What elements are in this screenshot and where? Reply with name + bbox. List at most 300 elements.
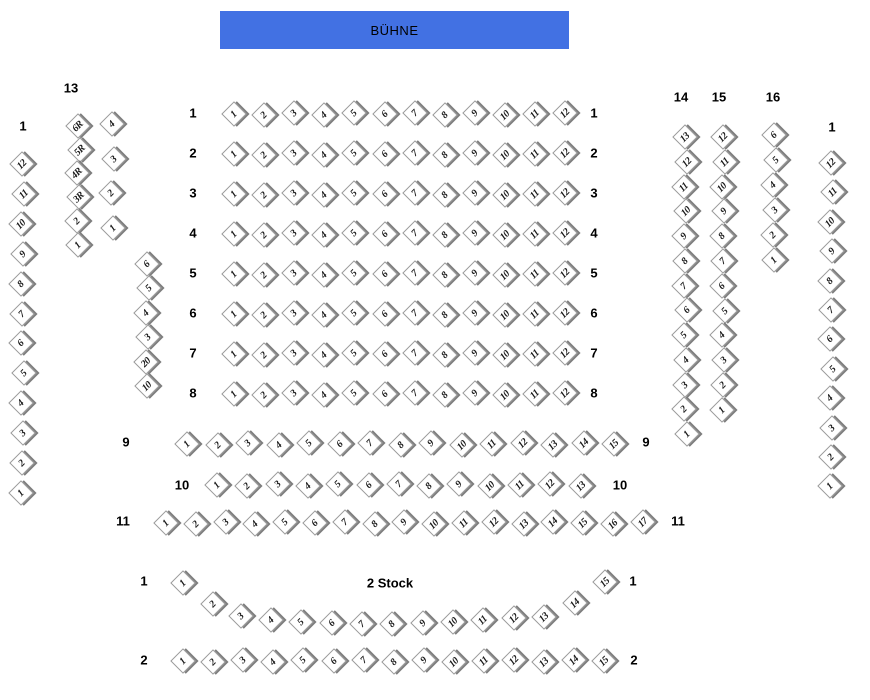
seat-number: 7 [409, 187, 421, 199]
seat-10[interactable] [8, 211, 33, 236]
seat-number: 4 [824, 392, 836, 404]
seat-10[interactable] [817, 209, 842, 234]
row-label: 7 [590, 345, 598, 361]
seat-1[interactable] [170, 648, 195, 673]
seat-12[interactable] [538, 471, 563, 496]
seat-number: 13 [545, 437, 561, 452]
seat-2[interactable] [98, 181, 123, 206]
seat-14[interactable] [541, 510, 566, 535]
seat-number: 10 [497, 267, 512, 282]
seat-9[interactable] [418, 431, 443, 456]
seat-8[interactable] [379, 611, 404, 636]
seat-16[interactable] [600, 511, 625, 536]
seat-4[interactable] [817, 385, 842, 410]
seat-1[interactable] [170, 570, 195, 595]
seat-9[interactable] [411, 648, 436, 673]
seat-3[interactable] [230, 647, 255, 672]
seat-7[interactable] [402, 220, 427, 245]
seat-2[interactable] [251, 142, 276, 167]
seat-6[interactable] [674, 298, 699, 323]
seat-5[interactable] [136, 276, 161, 301]
seat-number: 1 [228, 108, 240, 120]
seat-12[interactable] [818, 150, 843, 175]
seat-4[interactable] [261, 649, 286, 674]
seat-7[interactable] [402, 340, 427, 365]
seat-number: 1 [211, 479, 223, 491]
seat-9[interactable] [392, 510, 417, 535]
seat-number: 10 [427, 516, 442, 531]
seat-3R[interactable] [66, 184, 91, 209]
seat-4[interactable] [312, 222, 337, 247]
seat-5[interactable] [342, 261, 367, 286]
seat-6[interactable] [709, 273, 734, 298]
seat-number: 4 [273, 439, 284, 451]
seat-3[interactable] [281, 220, 306, 245]
seat-3[interactable] [281, 180, 306, 205]
seat-8[interactable] [362, 511, 387, 536]
seat-4[interactable] [243, 511, 268, 536]
seat-5[interactable] [325, 472, 350, 497]
seat-2[interactable] [251, 102, 276, 127]
seat-4[interactable] [760, 172, 785, 197]
seat-8[interactable] [432, 302, 457, 327]
seat-10[interactable] [709, 174, 734, 199]
seat-8[interactable] [672, 248, 697, 273]
seat-4[interactable] [99, 111, 124, 136]
seat-11[interactable] [479, 431, 504, 456]
seat-7[interactable] [349, 611, 374, 636]
seat-5[interactable] [296, 431, 321, 456]
seat-4[interactable] [258, 607, 283, 632]
seat-12[interactable] [552, 300, 577, 325]
seat-14[interactable] [562, 590, 587, 615]
seat-number: 8 [439, 309, 451, 321]
seat-number: 5 [348, 187, 360, 199]
seat-1[interactable] [221, 101, 246, 126]
seat-number: 3 [769, 204, 781, 216]
seat-9[interactable] [711, 199, 736, 224]
seat-number: 12 [558, 106, 573, 121]
seat-6[interactable] [817, 327, 842, 352]
seat-number: 14 [576, 436, 591, 451]
seat-8[interactable] [432, 142, 457, 167]
seat-8[interactable] [432, 102, 457, 127]
seat-13[interactable] [511, 511, 536, 536]
seat-6[interactable] [8, 331, 33, 356]
seat-13[interactable] [540, 432, 565, 457]
seat-1[interactable] [221, 301, 246, 326]
seat-14[interactable] [571, 431, 596, 456]
seat-3[interactable] [228, 603, 253, 628]
seat-9[interactable] [462, 101, 487, 126]
seat-1[interactable] [65, 232, 90, 257]
seat-1[interactable] [153, 510, 178, 535]
seat-6[interactable] [302, 510, 327, 535]
seat-11[interactable] [820, 180, 845, 205]
seat-number: 5 [678, 329, 690, 341]
seat-2[interactable] [251, 262, 276, 287]
seat-11[interactable] [507, 472, 532, 497]
seat-10[interactable] [440, 609, 465, 634]
seat-11[interactable] [470, 607, 495, 632]
seat-3[interactable] [135, 324, 160, 349]
seat-9[interactable] [462, 221, 487, 246]
seat-12[interactable] [552, 340, 577, 365]
seat-number: 15 [576, 515, 591, 531]
seat-number: 7 [678, 280, 689, 291]
seat-5[interactable] [291, 648, 316, 673]
seat-10[interactable] [492, 182, 517, 207]
seat-4[interactable] [312, 102, 337, 127]
seat-11[interactable] [522, 381, 547, 406]
seat-12[interactable] [481, 509, 506, 534]
seat-4R[interactable] [64, 161, 89, 186]
seat-5[interactable] [342, 381, 367, 406]
seat-1[interactable] [8, 480, 33, 505]
seat-number: 5 [348, 107, 360, 119]
seat-7[interactable] [671, 273, 696, 298]
seat-number: 7 [356, 618, 368, 630]
seat-8[interactable] [709, 223, 734, 248]
seat-1[interactable] [204, 472, 229, 497]
seat-5[interactable] [342, 181, 367, 206]
seat-9[interactable] [462, 381, 487, 406]
seat-number: 6 [379, 148, 390, 160]
seat-number: 7 [364, 437, 376, 449]
seat-14[interactable] [562, 648, 587, 673]
seat-5[interactable] [342, 301, 367, 326]
seat-1[interactable] [817, 474, 842, 499]
seat-7[interactable] [818, 297, 843, 322]
seat-1[interactable] [100, 215, 125, 240]
seat-6[interactable] [372, 141, 397, 166]
seat-11[interactable] [522, 221, 547, 246]
seat-11[interactable] [671, 174, 696, 199]
seat-1[interactable] [174, 431, 199, 456]
seat-7[interactable] [357, 430, 382, 455]
seat-6[interactable] [356, 472, 381, 497]
seat-1[interactable] [221, 341, 246, 366]
seat-4[interactable] [312, 182, 337, 207]
seat-number: 6 [681, 304, 692, 316]
seat-10[interactable] [673, 199, 698, 224]
seat-1[interactable] [674, 421, 699, 446]
row-label: 9 [642, 434, 650, 450]
seat-11[interactable] [522, 101, 547, 126]
seat-number: 12 [543, 477, 558, 492]
seat-number: 10 [497, 187, 512, 202]
seat-10[interactable] [492, 342, 517, 367]
seat-8[interactable] [432, 182, 457, 207]
seat-11[interactable] [471, 648, 496, 673]
seat-9[interactable] [671, 223, 696, 248]
seat-number: 3 [237, 654, 249, 666]
seat-5[interactable] [671, 322, 696, 347]
seat-number: 9 [398, 516, 410, 528]
seat-number: 12 [515, 436, 530, 451]
seat-3[interactable] [213, 509, 238, 534]
seat-2[interactable] [818, 444, 843, 469]
seat-3[interactable] [265, 471, 290, 496]
seat-4[interactable] [673, 347, 698, 372]
seat-5[interactable] [763, 147, 788, 172]
seat-8[interactable] [416, 473, 441, 498]
seat-3[interactable] [281, 300, 306, 325]
seat-number: 6 [15, 337, 26, 349]
seat-15[interactable] [592, 648, 617, 673]
seat-13[interactable] [672, 124, 697, 149]
seat-12[interactable] [552, 100, 577, 125]
seat-15[interactable] [570, 510, 595, 535]
seat-11[interactable] [522, 181, 547, 206]
seat-6[interactable] [372, 221, 397, 246]
row-label: 8 [590, 385, 598, 401]
seat-2[interactable] [710, 372, 735, 397]
seat-3[interactable] [711, 347, 736, 372]
seat-3[interactable] [672, 372, 697, 397]
seat-6[interactable] [372, 101, 397, 126]
seat-10[interactable] [492, 302, 517, 327]
seat-12[interactable] [552, 380, 577, 405]
seat-8[interactable] [8, 271, 33, 296]
seat-11[interactable] [522, 261, 547, 286]
seat-9[interactable] [462, 141, 487, 166]
seat-number: 5 [279, 516, 291, 528]
seat-9[interactable] [462, 341, 487, 366]
seat-1[interactable] [761, 247, 786, 272]
seat-number: 3 [17, 427, 29, 439]
seat-6[interactable] [372, 341, 397, 366]
seat-number: 5 [297, 654, 309, 666]
seat-7[interactable] [402, 380, 427, 405]
seat-2[interactable] [251, 302, 276, 327]
seat-number: 8 [439, 349, 451, 361]
seat-8[interactable] [432, 382, 457, 407]
seat-12[interactable] [710, 124, 735, 149]
seat-6[interactable] [372, 181, 397, 206]
seat-number: 10 [497, 387, 512, 402]
seat-6[interactable] [761, 122, 786, 147]
row-label: 2 [189, 145, 197, 161]
seat-12[interactable] [510, 430, 535, 455]
seat-4[interactable] [709, 323, 734, 348]
seat-number: 4 [302, 480, 314, 492]
seat-9[interactable] [410, 610, 435, 635]
seat-number: 6 [379, 308, 390, 320]
seat-2[interactable] [760, 222, 785, 247]
seat-2[interactable] [205, 432, 230, 457]
seat-number: 6 [379, 228, 390, 240]
seat-12[interactable] [552, 180, 577, 205]
seat-8[interactable] [432, 262, 457, 287]
seat-1[interactable] [221, 221, 246, 246]
seat-4[interactable] [266, 432, 291, 457]
seat-4[interactable] [8, 390, 33, 415]
seat-5[interactable] [342, 341, 367, 366]
seat-number: 11 [528, 187, 542, 201]
seat-5[interactable] [820, 356, 845, 381]
seat-11[interactable] [522, 301, 547, 326]
seat-9[interactable] [462, 261, 487, 286]
seat-4[interactable] [312, 302, 337, 327]
seat-2[interactable] [251, 382, 276, 407]
seat-number: 13 [573, 478, 588, 493]
seat-10[interactable] [492, 262, 517, 287]
seat-number: 6 [379, 108, 390, 120]
seat-10[interactable] [492, 222, 517, 247]
seat-17[interactable] [630, 510, 655, 535]
seat-10[interactable] [449, 432, 474, 457]
seat-8[interactable] [432, 222, 457, 247]
seat-7[interactable] [386, 471, 411, 496]
seat-1[interactable] [221, 141, 246, 166]
seat-9[interactable] [462, 301, 487, 326]
seat-15[interactable] [601, 431, 626, 456]
seat-7[interactable] [332, 509, 357, 534]
seat-8[interactable] [432, 342, 457, 367]
seat-11[interactable] [522, 141, 547, 166]
seat-3[interactable] [281, 100, 306, 125]
seat-1[interactable] [221, 261, 246, 286]
seat-13[interactable] [531, 649, 556, 674]
seat-number: 9 [469, 307, 481, 319]
seat-number: 10 [714, 179, 729, 194]
seat-number: 3 [272, 478, 284, 490]
seat-7[interactable] [402, 300, 427, 325]
seat-10[interactable] [421, 511, 446, 536]
seat-11[interactable] [11, 181, 36, 206]
seat-number: 10 [139, 378, 155, 394]
seat-3[interactable] [281, 140, 306, 165]
seat-6[interactable] [321, 648, 346, 673]
seat-8[interactable] [817, 268, 842, 293]
seat-2[interactable] [9, 450, 34, 475]
seat-8[interactable] [381, 649, 406, 674]
seat-2[interactable] [200, 591, 225, 616]
seat-2[interactable] [64, 208, 89, 233]
seat-9[interactable] [462, 181, 487, 206]
seat-4[interactable] [312, 262, 337, 287]
seat-13[interactable] [531, 604, 556, 629]
seat-10[interactable] [492, 142, 517, 167]
seat-number: 6 [379, 268, 390, 280]
seat-7[interactable] [351, 647, 376, 672]
seat-number: 10 [497, 227, 512, 242]
seat-8[interactable] [388, 432, 413, 457]
seat-3[interactable] [819, 415, 844, 440]
seat-1[interactable] [221, 381, 246, 406]
seat-number: 8 [439, 149, 451, 161]
seat-5[interactable] [288, 609, 313, 634]
seat-12[interactable] [674, 149, 699, 174]
seat-9[interactable] [10, 241, 35, 266]
seat-20[interactable] [133, 349, 158, 374]
seat-10[interactable] [441, 649, 466, 674]
seat-5[interactable] [272, 510, 297, 535]
seat-2[interactable] [671, 397, 696, 422]
seat-12[interactable] [552, 220, 577, 245]
seat-3[interactable] [281, 380, 306, 405]
seat-3[interactable] [281, 340, 306, 365]
seat-2[interactable] [251, 222, 276, 247]
seat-15[interactable] [592, 569, 617, 594]
seat-6[interactable] [372, 301, 397, 326]
seat-4[interactable] [312, 342, 337, 367]
seat-number: 5 [770, 154, 781, 166]
seat-6[interactable] [319, 610, 344, 635]
seat-9[interactable] [447, 472, 472, 497]
seat-3[interactable] [762, 197, 787, 222]
seat-12[interactable] [501, 605, 526, 630]
seat-10[interactable] [477, 473, 502, 498]
seat-number: 2 [241, 480, 253, 492]
seat-number: 4 [318, 349, 330, 361]
seat-10[interactable] [134, 373, 159, 398]
seat-5[interactable] [342, 221, 367, 246]
seat-4[interactable] [312, 382, 337, 407]
seat-number: 14 [567, 653, 582, 668]
seat-3[interactable] [235, 430, 260, 455]
seat-number: 12 [558, 186, 573, 201]
seat-12[interactable] [552, 260, 577, 285]
seat-11[interactable] [451, 510, 476, 535]
seat-7[interactable] [402, 140, 427, 165]
seat-7[interactable] [402, 100, 427, 125]
seat-3[interactable] [10, 420, 35, 445]
seat-1[interactable] [709, 397, 734, 422]
seat-6R[interactable] [65, 113, 90, 138]
seat-10[interactable] [492, 382, 517, 407]
seat-4[interactable] [312, 142, 337, 167]
seat-11[interactable] [712, 149, 737, 174]
seat-2[interactable] [200, 649, 225, 674]
seat-12[interactable] [9, 151, 34, 176]
seat-5R[interactable] [67, 137, 92, 162]
seat-9[interactable] [819, 238, 844, 263]
seat-2[interactable] [251, 182, 276, 207]
seat-number: 7 [409, 267, 421, 279]
seat-6[interactable] [327, 431, 352, 456]
seat-11[interactable] [522, 341, 547, 366]
row-label: 2 [630, 652, 638, 668]
seat-7[interactable] [402, 260, 427, 285]
seat-3[interactable] [281, 260, 306, 285]
seat-3[interactable] [101, 146, 126, 171]
seat-12[interactable] [552, 140, 577, 165]
seat-13[interactable] [568, 473, 593, 498]
seat-5[interactable] [342, 101, 367, 126]
seat-5[interactable] [11, 361, 36, 386]
seat-7[interactable] [402, 180, 427, 205]
block-label: 14 [673, 89, 689, 105]
seat-4[interactable] [133, 300, 158, 325]
seat-7[interactable] [9, 301, 34, 326]
seat-6[interactable] [372, 381, 397, 406]
seat-2[interactable] [235, 473, 260, 498]
seat-number: 20 [138, 354, 154, 369]
seat-4[interactable] [295, 473, 320, 498]
seat-5[interactable] [712, 298, 737, 323]
seat-7[interactable] [710, 248, 735, 273]
seat-2[interactable] [251, 342, 276, 367]
seat-5[interactable] [342, 141, 367, 166]
seat-6[interactable] [134, 251, 159, 276]
seat-10[interactable] [492, 102, 517, 127]
seat-12[interactable] [501, 647, 526, 672]
seat-1[interactable] [221, 181, 246, 206]
seat-2[interactable] [183, 511, 208, 536]
seat-6[interactable] [372, 261, 397, 286]
